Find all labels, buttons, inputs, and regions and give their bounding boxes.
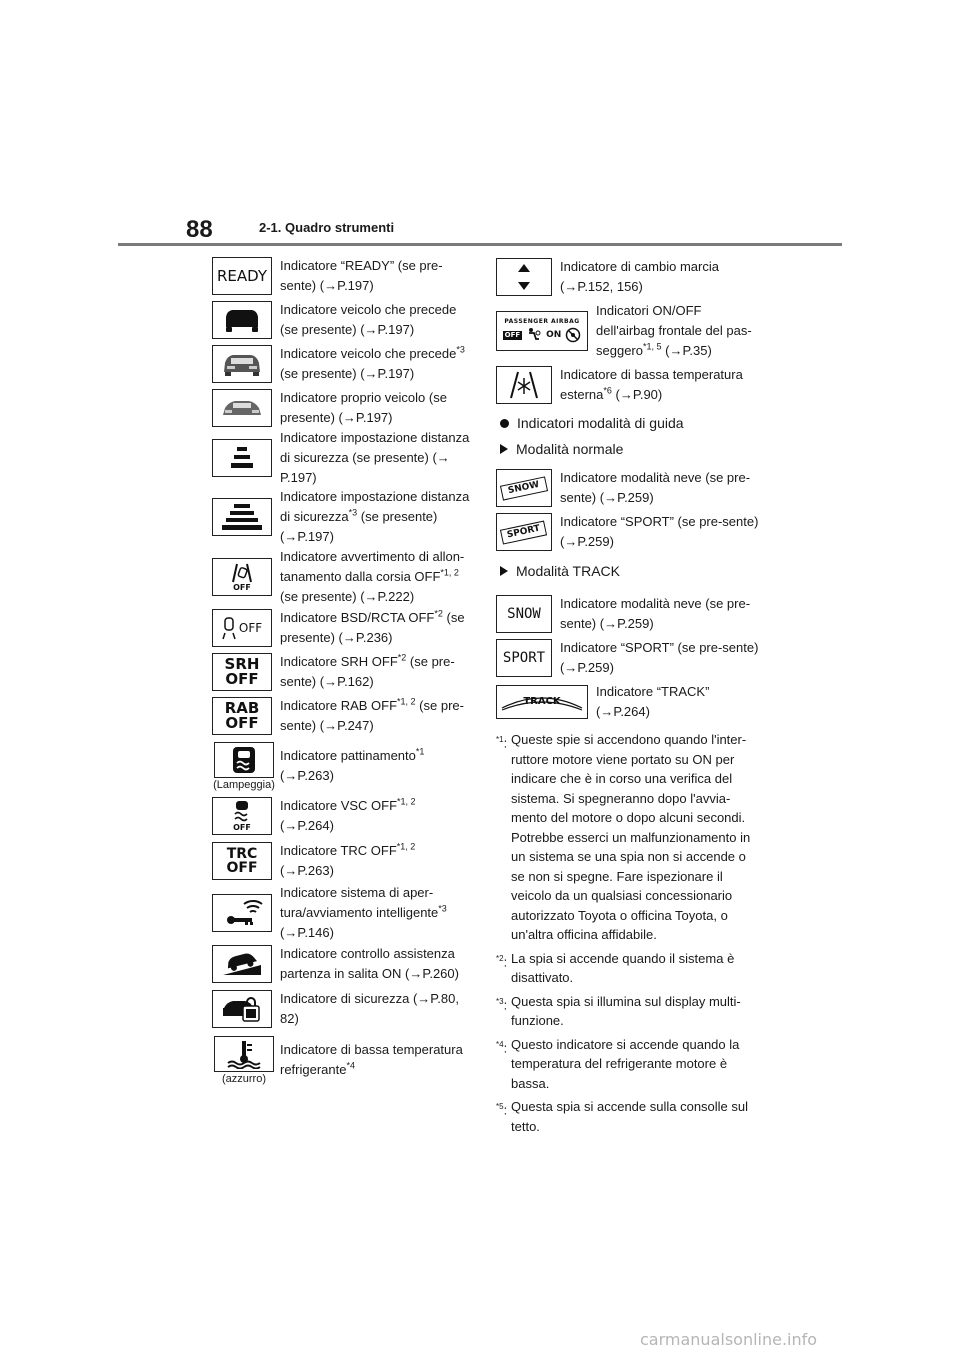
drive-modes-heading: Indicatori modalità di guida xyxy=(496,410,760,436)
indicator-description: Indicatore VSC OFF$^{*1, 2}$ (→P.264) xyxy=(280,796,416,833)
header-divider xyxy=(118,243,842,246)
indicator-row-track-snow xyxy=(496,592,760,636)
low-coolant-temp-icon xyxy=(214,1036,274,1072)
indicator-row-own-vehicle xyxy=(212,386,474,430)
indicator-row-ready xyxy=(212,254,474,298)
footnote: $^{*2}$: La spia si accende quando il sistema è disattivato. xyxy=(496,949,760,988)
hill-start-assist-icon xyxy=(212,945,272,983)
indicator-row-srh-off xyxy=(212,650,474,694)
indicator-description: Indicatore proprio veicolo (se presente) (→P.197) xyxy=(280,390,447,425)
indicator-row-track xyxy=(496,680,760,724)
icon-caption: (azzurro) xyxy=(221,1072,266,1085)
footnotes xyxy=(496,730,760,1136)
slip-indicator-icon xyxy=(214,742,274,778)
lane-departure-off-icon: OFF xyxy=(212,558,272,596)
indicator-description: Indicatore BSD/RCTA OFF$^{*2}$ (se presente) (→P.236) xyxy=(280,608,465,645)
normal-mode-heading: Modalità normale xyxy=(496,436,760,462)
triangle-bullet-icon xyxy=(500,444,508,454)
srh-off-icon: SRH OFF xyxy=(212,653,272,691)
low-exterior-temp-icon xyxy=(496,366,552,404)
footnote-mark: $^{*3}$: xyxy=(496,996,508,1012)
indicator-row-vsc-off xyxy=(212,794,474,838)
snow-mode-slanted-icon: SNOW xyxy=(496,469,552,507)
indicator-description: Indicatore “READY” (se pre-sente) (→P.197) xyxy=(280,258,443,293)
indicator-description: Indicatore modalità neve (se pre-sente) (→P.259) xyxy=(560,470,751,505)
indicator-description: Indicatore di bassa temperatura refrigerante$^{*4}$ xyxy=(280,1042,463,1077)
indicator-row-slip xyxy=(212,738,474,794)
distance-setting-icon xyxy=(212,439,272,477)
indicator-description: Indicatore RAB OFF$^{*1, 2}$ (se pre-sente) (→P.247) xyxy=(280,696,464,733)
indicator-description: Indicatore “TRACK” (→P.264) xyxy=(596,684,710,719)
snow-mode-icon: SNOW xyxy=(496,595,552,633)
indicator-row-distance-setting xyxy=(212,430,474,486)
indicator-description: Indicatore avvertimento di allon-tanamento dalla corsia OFF$^{*1, 2}$ (se presente) (→P.222) xyxy=(280,549,465,604)
indicator-row-hill-start-assist xyxy=(212,942,474,986)
indicator-row-preceding-vehicle xyxy=(212,298,474,342)
indicator-row-distance-setting-detailed xyxy=(212,486,474,548)
smart-entry-icon xyxy=(212,894,272,932)
indicator-description: Indicatore controllo assistenza partenza in salita ON (→P.260) xyxy=(280,946,459,981)
indicator-list-right xyxy=(496,254,760,1136)
security-indicator-icon xyxy=(212,990,272,1028)
track-mode-heading: Modalità TRACK xyxy=(496,558,760,584)
indicator-description: Indicatore pattinamento$^{*1}$ (→P.263) xyxy=(280,746,425,783)
distance-setting-detailed-icon xyxy=(212,498,272,536)
footnote-mark: $^{*4}$: xyxy=(496,1039,508,1055)
own-vehicle-icon xyxy=(212,389,272,427)
footnote: $^{*3}$: Questa spia si illumina sul display multi-funzione. xyxy=(496,992,760,1031)
footnote-mark: $^{*5}$: xyxy=(496,1102,508,1118)
indicator-description: Indicatore veicolo che precede$^{*3}$ (se presente) (→P.197) xyxy=(280,344,465,381)
indicator-description: Indicatore veicolo che precede (se presente) (→P.197) xyxy=(280,302,457,337)
indicator-row-airbag xyxy=(496,300,760,362)
bullet-icon xyxy=(500,419,509,428)
indicator-description: Indicatore di bassa temperatura esterna$^{*6}$ (→P.90) xyxy=(560,367,743,402)
sport-mode-icon: SPORT xyxy=(496,639,552,677)
indicator-description: Indicatore di cambio marcia (→P.152, 156) xyxy=(560,259,719,294)
indicator-description: Indicatore di sicurezza (→P.80, 82) xyxy=(280,991,459,1026)
indicator-row-low-coolant-temp xyxy=(212,1032,474,1088)
shift-indicator-icon xyxy=(496,258,552,296)
sport-mode-slanted-icon: SPORT xyxy=(496,513,552,551)
slip-indicator-wrap xyxy=(212,742,276,791)
rab-off-icon: RAB OFF xyxy=(212,697,272,735)
indicator-list-left xyxy=(212,254,474,1088)
indicator-description: Indicatore impostazione distanza di sicurezza$^{*3}$ (se presente) (→P.197) xyxy=(280,489,470,544)
vsc-off-icon: OFF xyxy=(212,797,272,835)
indicator-description: Indicatore modalità neve (se pre-sente) (→P.259) xyxy=(560,596,751,631)
indicator-row-smart-entry xyxy=(212,884,474,942)
indicator-description: Indicatore “SPORT” (se pre-sente) (→P.259) xyxy=(560,640,759,675)
indicator-description: Indicatore “SPORT” (se pre-sente) (→P.259) xyxy=(560,514,759,549)
ready-icon: READY xyxy=(212,257,272,295)
icon-caption: (Lampeggia) xyxy=(213,778,275,791)
trc-off-icon: TRC OFF xyxy=(212,842,272,880)
indicator-row-preceding-vehicle-detailed xyxy=(212,342,474,386)
indicator-row-normal-sport xyxy=(496,510,760,554)
footnote-mark: $^{*1}$: xyxy=(496,735,508,751)
section-title: 2-1. Quadro strumenti xyxy=(259,220,395,235)
footnote-mark: $^{*2}$: xyxy=(496,953,508,969)
indicator-row-rab-off xyxy=(212,694,474,738)
watermark: carmanualsonline.info xyxy=(640,1330,818,1349)
indicator-row-track-sport xyxy=(496,636,760,680)
preceding-vehicle-icon xyxy=(212,301,272,339)
indicator-description: Indicatore sistema di aper-tura/avviamento intelligente$^{*3}$ (→P.146) xyxy=(280,885,447,940)
indicator-row-normal-snow xyxy=(496,466,760,510)
preceding-vehicle-detailed-icon xyxy=(212,345,272,383)
indicator-description: Indicatore TRC OFF$^{*1, 2}$ (→P.263) xyxy=(280,841,416,878)
indicator-row-trc-off xyxy=(212,838,474,884)
indicator-row-shift xyxy=(496,254,760,300)
footnote: $^{*4}$: Questo indicatore si accende quando la temperatura del refrigerante motore è bassa. xyxy=(496,1035,760,1094)
track-mode-icon: TRACK xyxy=(496,685,588,719)
indicator-row-security xyxy=(212,986,474,1032)
airbag-on-off-icon: PASSENGER AIRBAG OFF ON xyxy=(496,311,588,351)
indicator-row-lane-departure-off xyxy=(212,548,474,606)
footnote: $^{*5}$: Questa spia si accende sulla consolle sul tetto. xyxy=(496,1097,760,1136)
low-coolant-temp-wrap xyxy=(212,1036,276,1085)
footnote: $^{*1}$: Queste spie si accendono quando l'inter-ruttore motore viene portato su ON per indicare che è in corso una verifica del sistema. Si spegneranno dopo l'avvia-mento del motore o dopo alcuni secondi. Potrebbe esserci un malfunzionamento in un sistema se una spia non si accende o se non si spegne. Fare ispezionare il veicolo da un qualsiasi concessionario autorizzato Toyota o officina Toyota, o un'altra officina affidabile. xyxy=(496,730,760,945)
bsd-rcta-off-icon: OFF xyxy=(212,609,272,647)
triangle-bullet-icon xyxy=(500,566,508,576)
page-number: 88 xyxy=(186,216,213,243)
indicator-description: Indicatore impostazione distanza di sicurezza (se presente) (→ P.197) xyxy=(280,430,470,485)
indicator-description: Indicatori ON/OFF dell'airbag frontale del pas-seggero$^{*1, 5}$ (→P.35) xyxy=(596,303,752,358)
indicator-row-bsd-rcta-off xyxy=(212,606,474,650)
indicator-row-low-ext-temp xyxy=(496,362,760,408)
indicator-description: Indicatore SRH OFF$^{*2}$ (se pre-sente) (→P.162) xyxy=(280,652,455,689)
